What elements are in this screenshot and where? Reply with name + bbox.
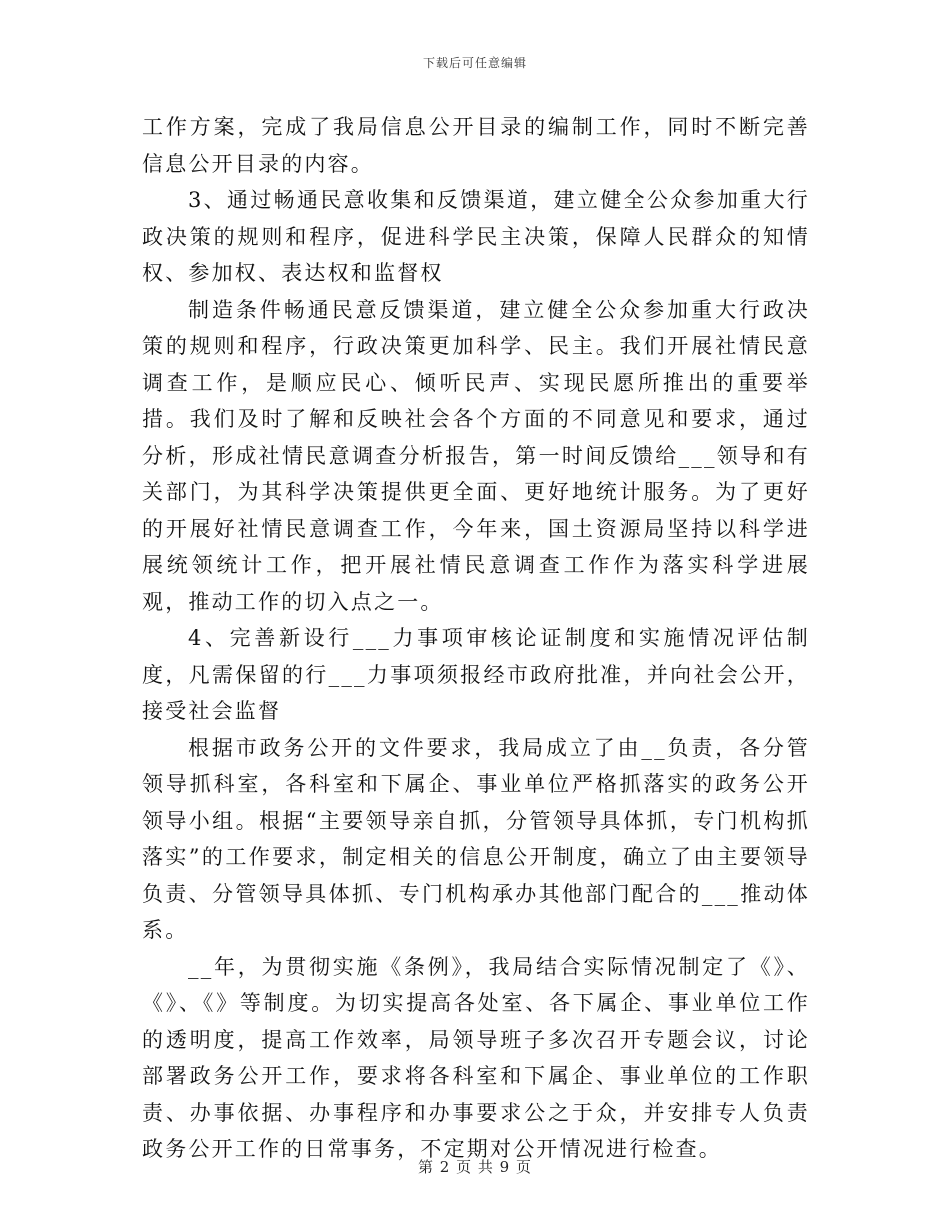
paragraph-item-3-heading: 3、通过畅通民意收集和反馈渠道，建立健全公众参加重大行政决策的规则和程序，促进科学民主决策，保障人民群众的知情权、参加权、表达权和监督权	[142, 188, 810, 285]
paragraph-regulations: __年，为贯彻实施《条例》，我局结合实际情况制定了《》、《》、《》等制度。为切实提高各处室、各下属企、事业单位工作的透明度，提高工作效率，局领导班子多次召开专题会议，讨论部署政务公开工作，要求将各科室和下属企、事业单位的工作职责、办事依据、办事程序和办事要求公之于众，并安排专人负责政务公开工作的日常事务，不定期对公开情况进行检查。	[142, 954, 810, 1161]
paragraph-continuation: 工作方案，完成了我局信息公开目录的编制工作，同时不断完善信息公开目录的内容。	[142, 115, 810, 176]
paragraph-leading-group: 根据市政务公开的文件要求，我局成立了由__负责，各分管领导抓科室，各科室和下属企、事业单位严格抓落实的政务公开领导小组。根据“主要领导亲自抓，分管领导具体抓，专门机构抓落实”的工作要求，制定相关的信息公开制度，确立了由主要领导负责、分管领导具体抓、专门机构承办其他部门配合的___推动体系。	[142, 735, 810, 942]
page-header-note: 下载后可任意编辑	[422, 56, 527, 70]
page-number-footer: 第 2 页 共 9 页	[418, 1158, 532, 1176]
paragraph-public-opinion: 制造条件畅通民意反馈渠道，建立健全公众参加重大行政决策的规则和程序，行政决策更加科学、民主。我们开展社情民意调查工作，是顺应民心、倾听民声、实现民愿所推出的重要举措。我们及时了解和反映社会各个方面的不同意见和要求，通过分析，形成社情民意调查分析报告，第一时间反馈给___领导和有关部门，为其科学决策提供更全面、更好地统计服务。为了更好的开展好社情民意调查工作，今年来，国土资源局坚持以科学进展统领统计工作，把开展社情民意调查工作作为落实科学进展观，推动工作的切入点之一。	[142, 297, 810, 614]
document-body	[142, 109, 810, 1168]
paragraph-item-4-heading: 4、完善新设行___力事项审核论证制度和实施情况评估制度，凡需保留的行___力事项须报经市政府批准，并向社会公开，接受社会监督	[142, 626, 810, 723]
